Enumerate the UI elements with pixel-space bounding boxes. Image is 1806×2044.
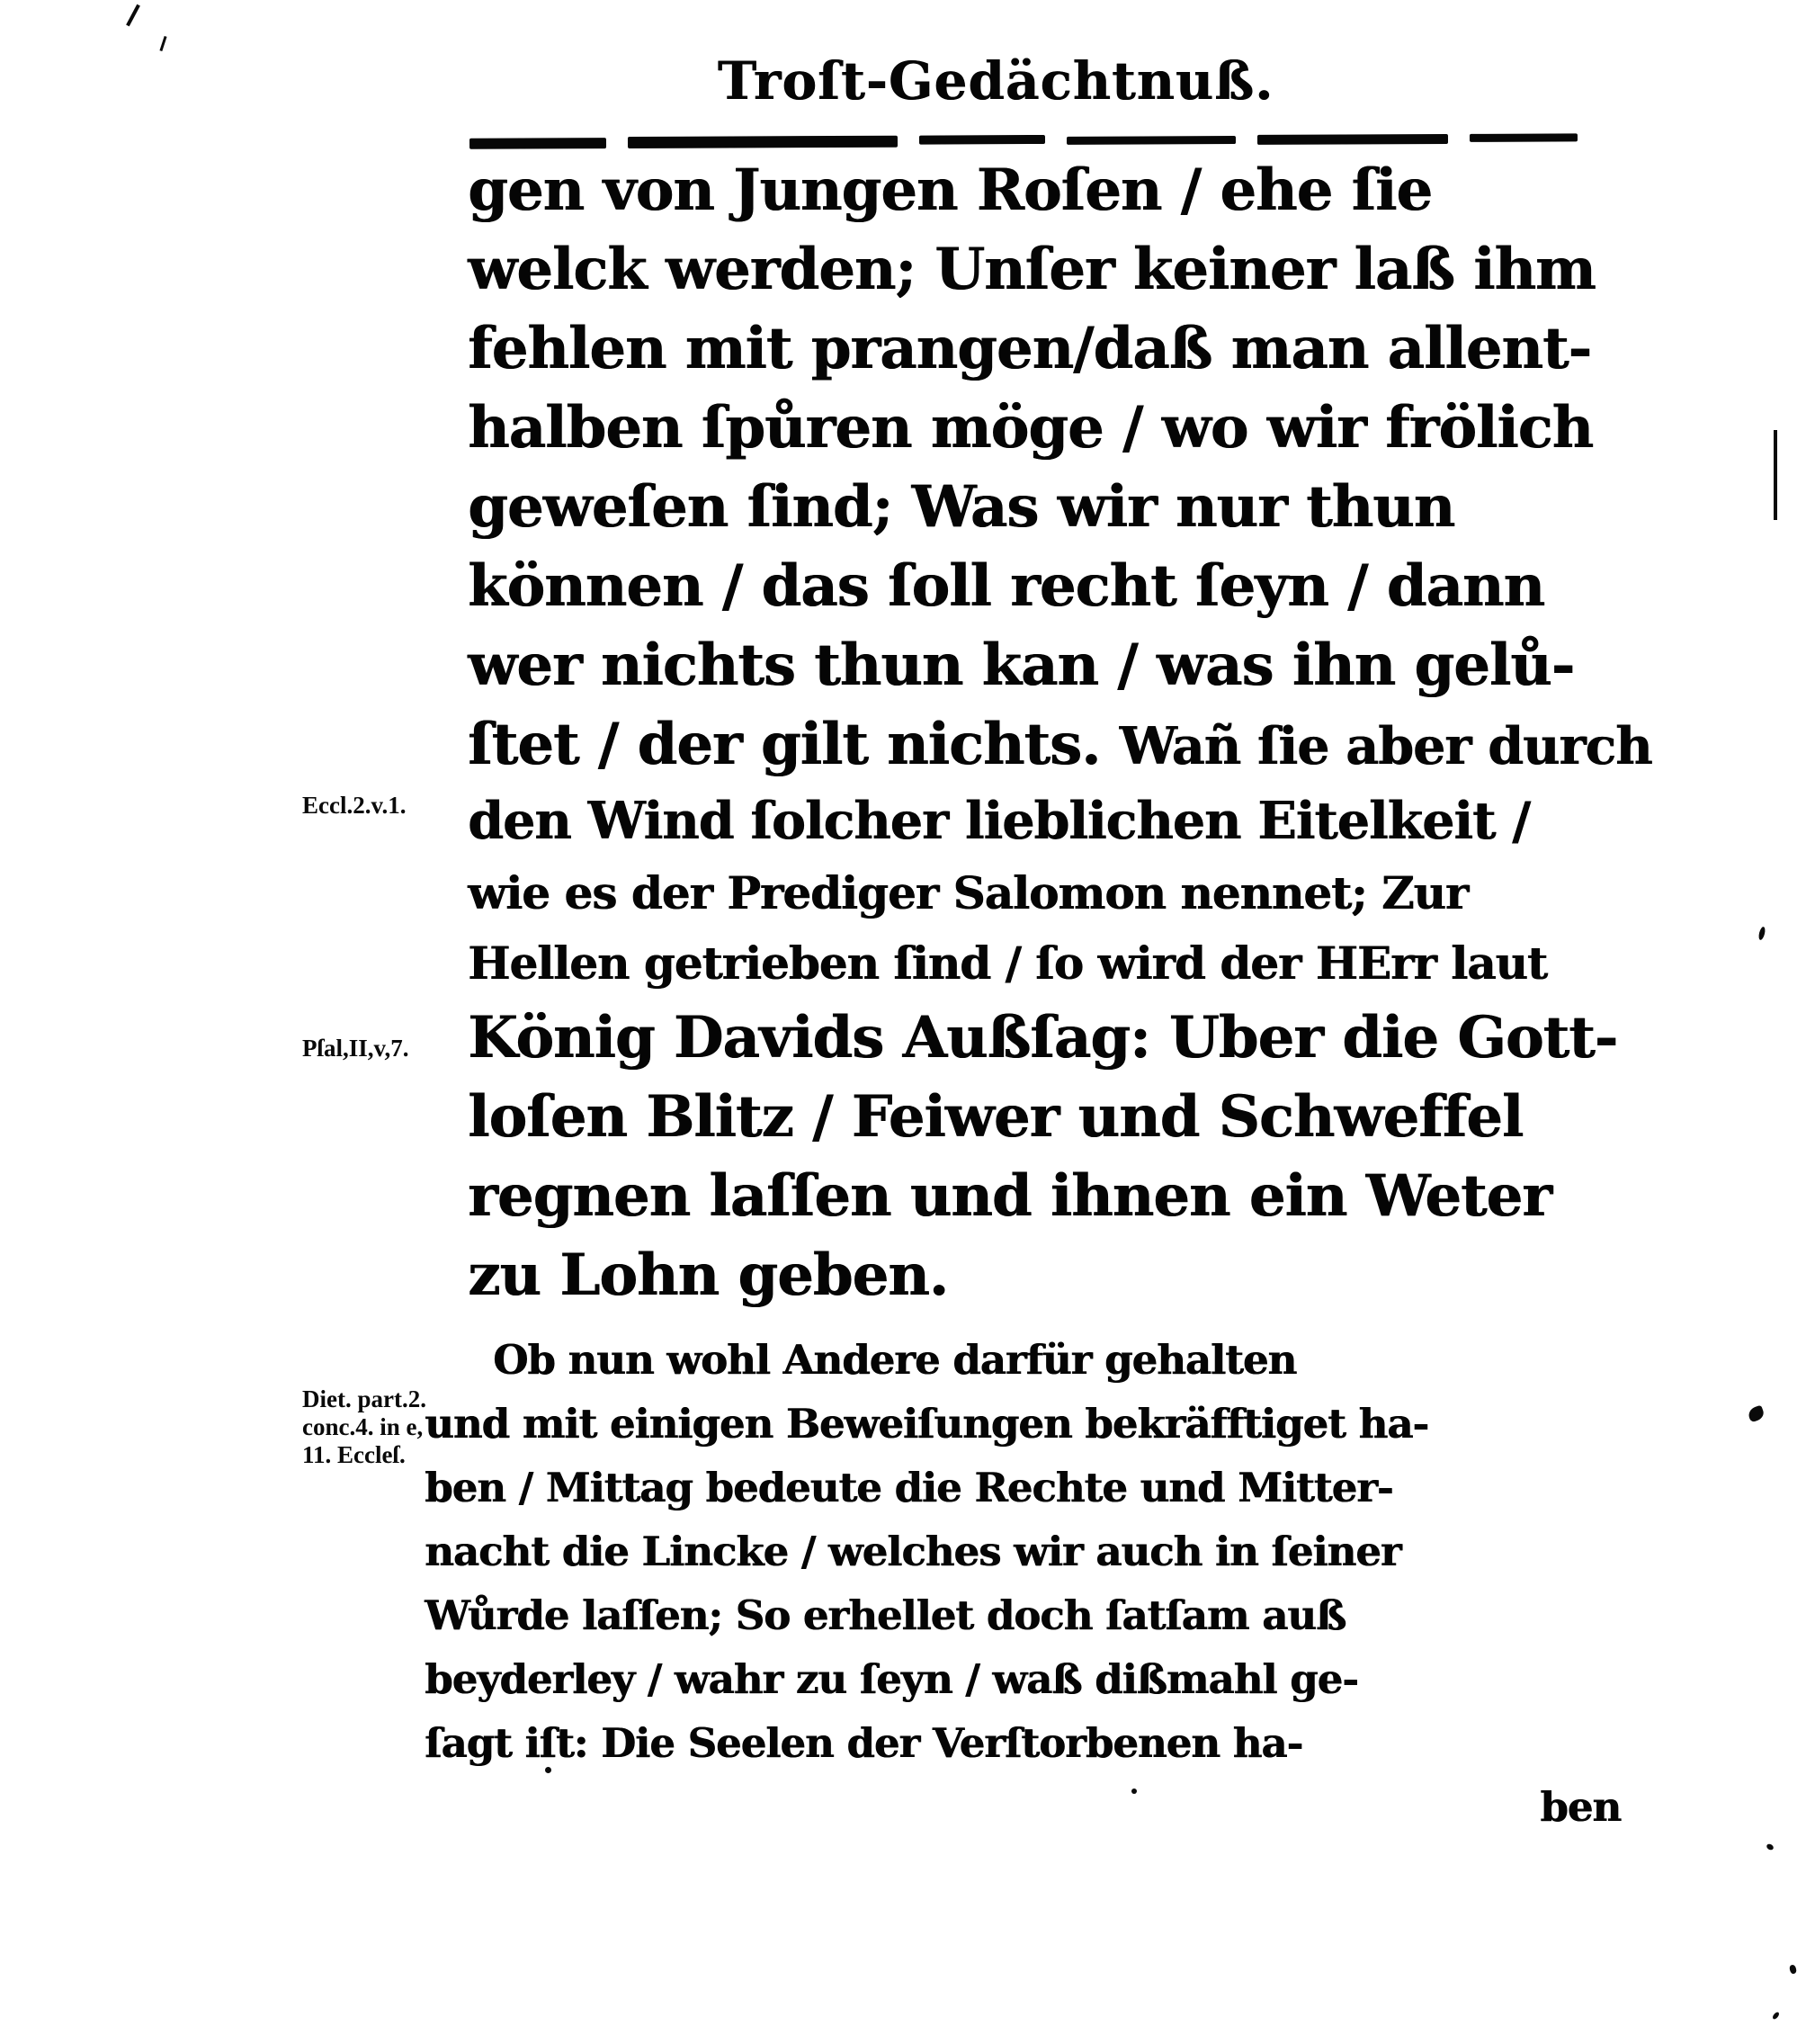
body-text-segment: halben ſpůren möge / wo wir frölich (468, 394, 1593, 462)
body-text-line (468, 999, 1621, 1078)
body-text-segment: ſtet / der gilt nichts. (468, 711, 1120, 778)
header-rule-segment (1067, 136, 1236, 145)
body-text-segment: ben / Mittag bedeute die Rechte und Mitter- (425, 1464, 1393, 1511)
body-text-segment: den Wind ſolcher lieblichen Eitelkeit / (468, 791, 1530, 851)
body-text-line (468, 626, 1621, 705)
margin-note-line: Pſal,II,v,7. (302, 1035, 409, 1062)
body-text-line (468, 230, 1621, 309)
scan-artifact (545, 1767, 551, 1773)
margin-note-line: conc.4. in e, (302, 1413, 424, 1440)
scan-artifact (1772, 2011, 1781, 2020)
margin-note (302, 1385, 473, 1469)
body-text-line (468, 309, 1621, 389)
scan-artifact (1789, 1964, 1797, 1974)
scan-artifact (1757, 926, 1766, 940)
body-text-segment: regnen laſſen und ihnen ein Weter (468, 1162, 1551, 1230)
body-text-line (425, 1775, 1621, 1839)
scan-artifact (1774, 430, 1777, 520)
header-rule-segment (919, 135, 1045, 145)
body-text (425, 151, 1652, 1839)
body-text-line (468, 151, 1621, 230)
body-text-line (425, 1328, 1621, 1392)
header-rule-segment (628, 135, 898, 148)
scan-artifact (1766, 1842, 1775, 1851)
body-text-segment: ben (1540, 1783, 1621, 1831)
body-text-line (468, 468, 1621, 547)
body-text-segment: gen von Jungen Roſen / ehe ſie (468, 157, 1432, 224)
page-title: Troſt-Gedächtnuß. (717, 50, 1274, 112)
scan-artifact (1131, 1788, 1137, 1794)
body-text-segment: geweſen ſind; Was wir nur thun (468, 473, 1455, 541)
body-text-line (425, 1520, 1621, 1583)
margin-note-line: Diet. part.2. (302, 1385, 426, 1412)
body-text-segment: loſen Blitz / Feiwer und Schweffel (468, 1083, 1524, 1151)
body-text-segment: Ob nun wohl Andere darfür gehalten (493, 1336, 1297, 1384)
header-rule (469, 130, 1610, 150)
scan-artifact (126, 4, 140, 27)
body-text-line (468, 389, 1621, 468)
body-text-line (468, 1078, 1621, 1157)
body-text-line (425, 1456, 1621, 1520)
body-text-line (425, 1711, 1621, 1775)
margin-note (302, 792, 473, 820)
body-text-segment: nacht die Lincke / welches wir auch in ſeiner (425, 1528, 1401, 1575)
body-text-segment: beyderley / wahr zu ſeyn / waß dißmahl ge- (425, 1655, 1358, 1703)
body-text-line (468, 858, 1621, 928)
body-text-segment: Wañ ſie aber durch (1119, 716, 1652, 776)
body-text-segment: können / das ſoll recht ſeyn / dann (468, 552, 1544, 620)
body-text-segment: ſagt iſt: Die Seelen der Verſtorbenen ha- (425, 1719, 1303, 1767)
scan-artifact (1747, 1405, 1766, 1423)
body-text-segment: Hellen getrieben ſind / ſo wird der HErr laut (468, 937, 1547, 990)
body-text-line (468, 1157, 1621, 1236)
body-text-line (468, 928, 1621, 999)
header-rule-segment (1470, 133, 1578, 142)
body-text-line (468, 705, 1652, 784)
page-header (425, 50, 1567, 112)
body-text-segment: wie es der Prediger Salomon nennet; Zur (468, 866, 1469, 919)
body-text-segment: fehlen mit prangen/daß man allent- (468, 315, 1591, 382)
body-text-segment: und mit einigen Beweiſungen bekräfftiget ha- (425, 1400, 1428, 1448)
header-rule-segment (1257, 134, 1448, 145)
margin-note (302, 1035, 473, 1062)
body-text-segment: König Davids Außſag: Uber die Gott- (468, 1004, 1618, 1071)
header-rule-segment (469, 138, 606, 149)
body-text-segment: wer nichts thun kan / was ihn gelů- (468, 632, 1575, 699)
body-text-line (468, 1236, 1621, 1315)
body-text-segment: zu Lohn geben. (468, 1242, 948, 1309)
margin-note-line: Eccl.2.v.1. (302, 792, 407, 819)
margin-note-line: 11. Eccleſ. (302, 1441, 406, 1468)
body-text-line (468, 784, 1621, 858)
body-text-line (468, 547, 1621, 626)
body-text-line (425, 1647, 1621, 1711)
body-text-segment: welck werden; Unſer keiner laß ihm (468, 236, 1596, 303)
body-text-line (425, 1392, 1621, 1456)
body-text-line (425, 1583, 1621, 1647)
body-text-segment: Wůrde laſſen; So erhellet doch ſatſam auß (425, 1591, 1346, 1639)
scan-artifact (159, 36, 166, 51)
